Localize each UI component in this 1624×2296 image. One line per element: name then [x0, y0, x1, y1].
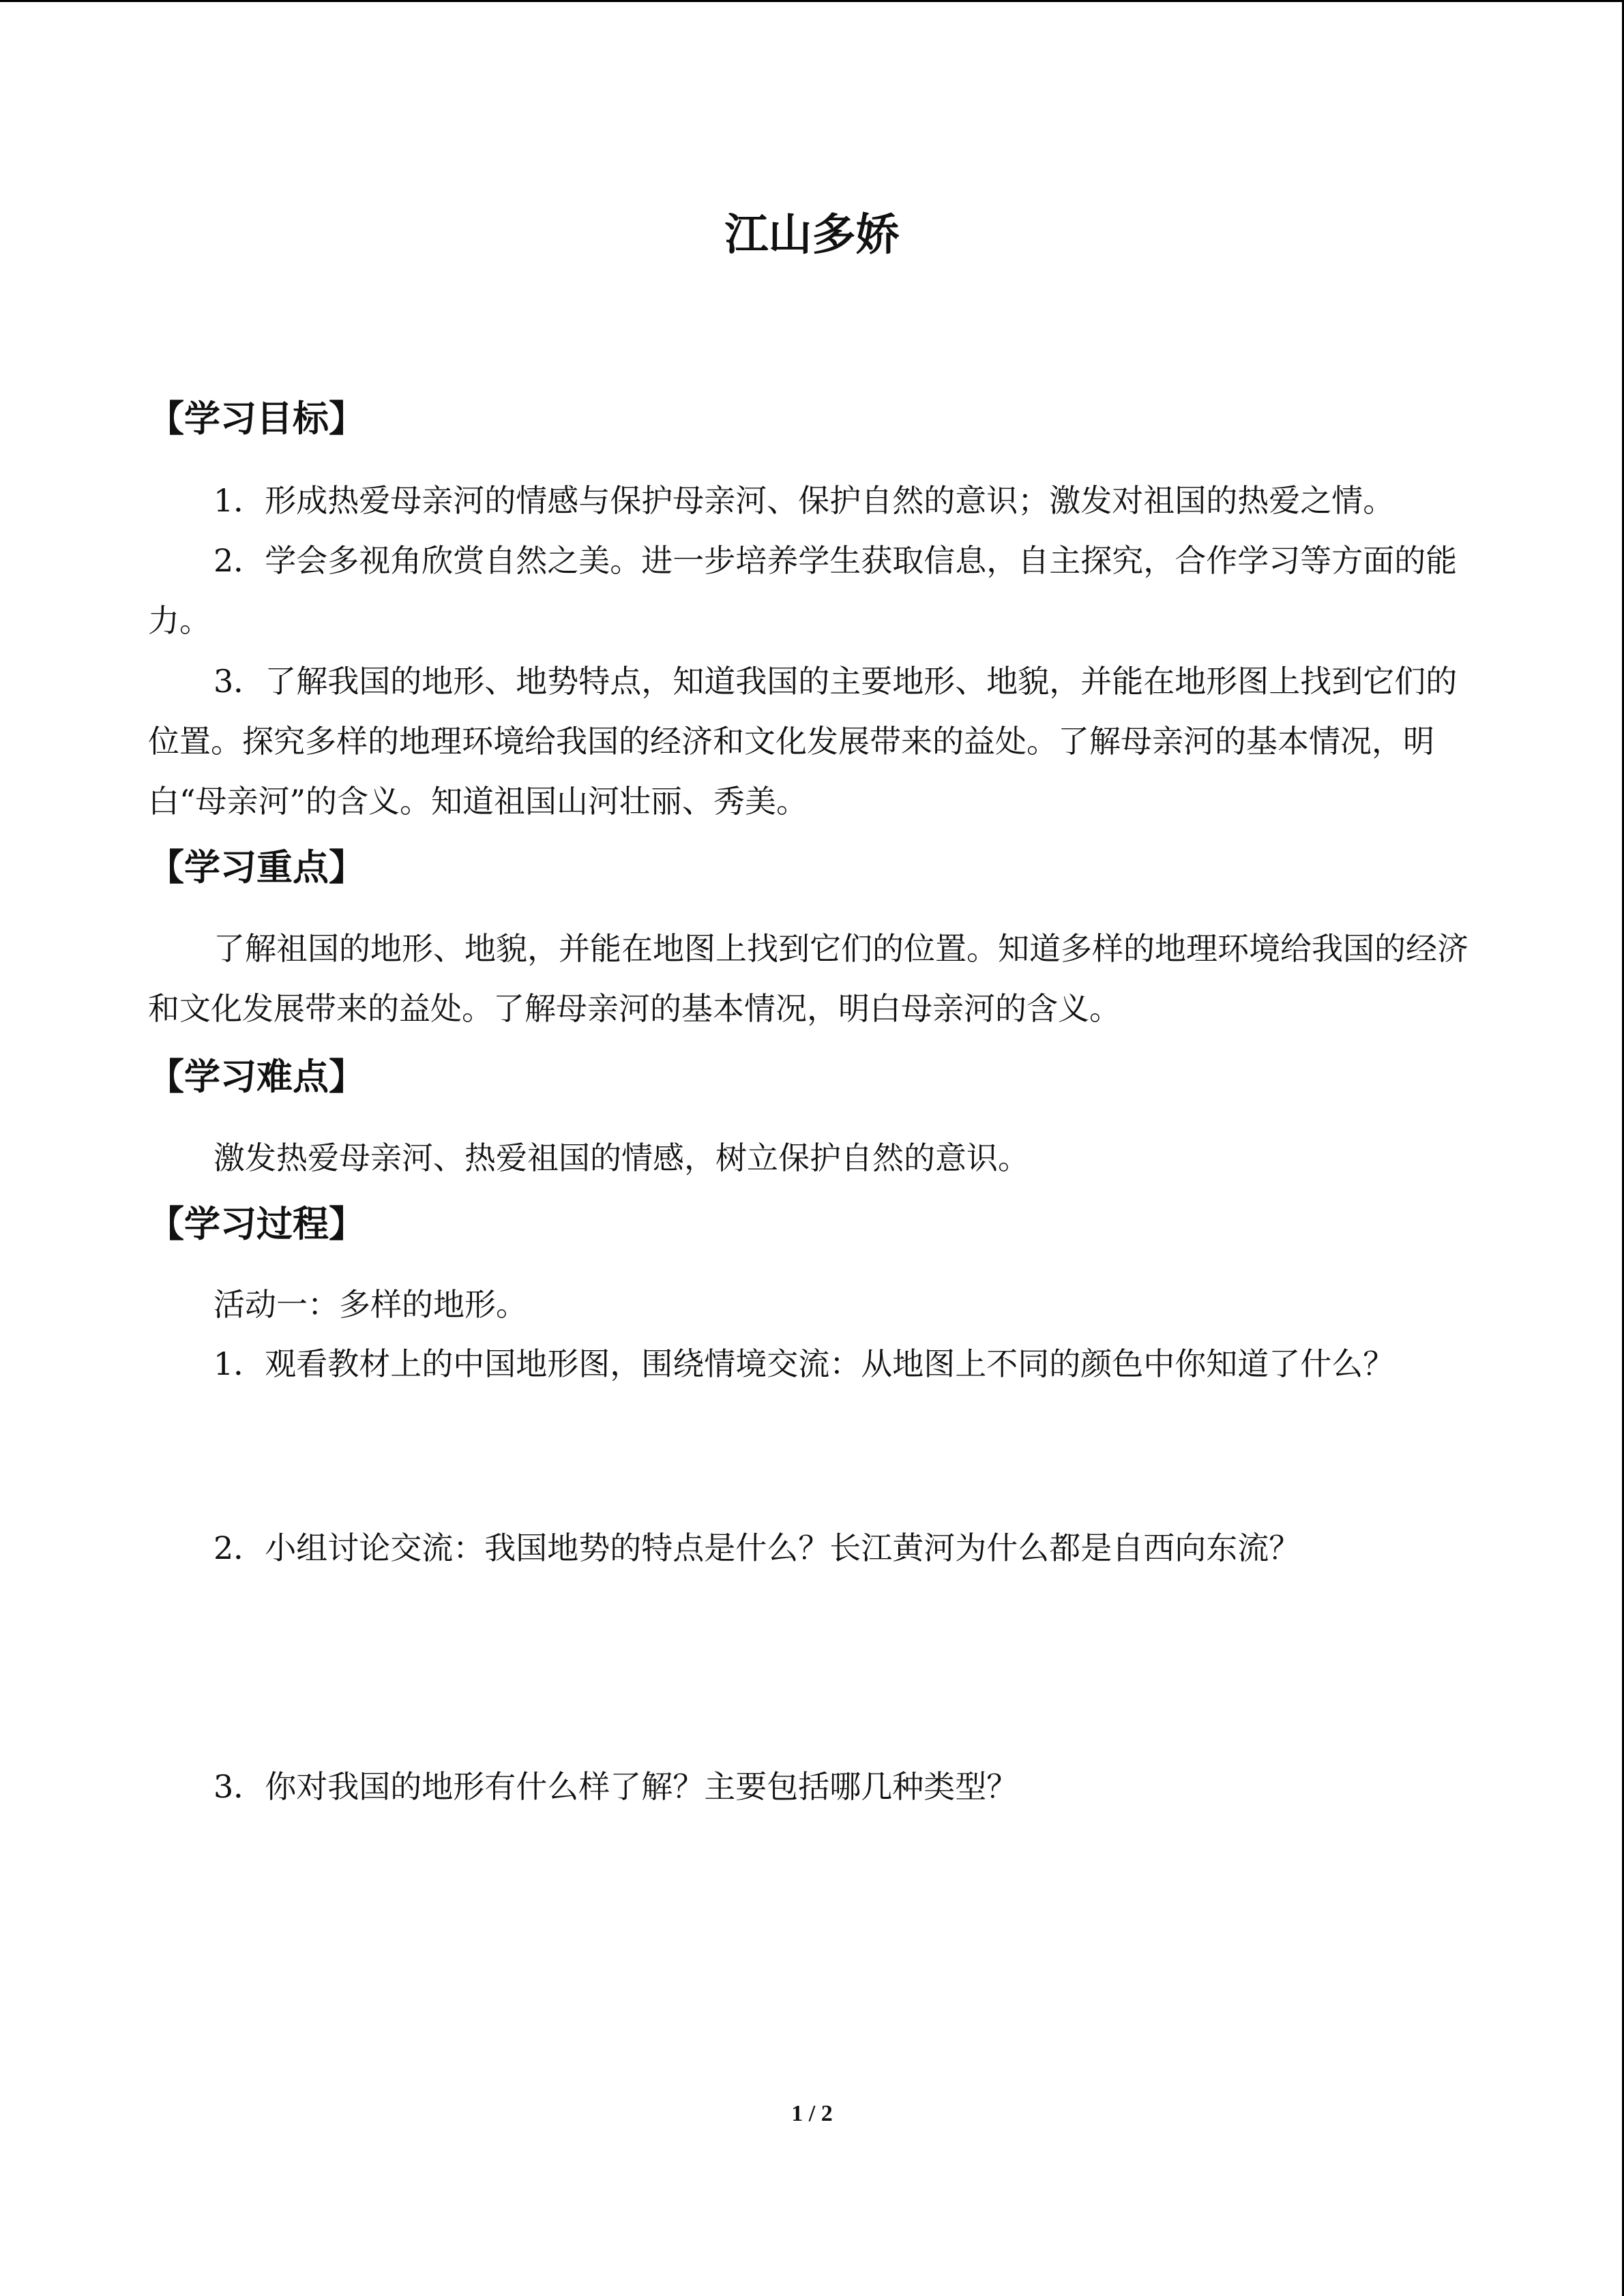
objectives-heading: 【学习目标】: [148, 398, 365, 440]
question-2: 2．小组讨论交流：我国地势的特点是什么？长江黄河为什么都是自西向东流？: [213, 1530, 1301, 1566]
difficulties-text: 激发热爱母亲河、热爱祖国的情感，树立保护自然的意识。: [213, 1139, 1029, 1176]
document-title: 江山多娇: [724, 210, 900, 260]
key-points-text: 了解祖国的地形、地貌，并能在地图上找到它们的位置。知道多样的地理环境给我国的经济和文化发展带来的益处。了解母亲河的基本情况，明白母亲河的含义。: [148, 930, 1468, 1027]
question-3: 3．你对我国的地形有什么样了解？主要包括哪几种类型？: [213, 1768, 1018, 1805]
page-number: 1 / 2: [791, 2101, 833, 2126]
difficulties-heading: 【学习难点】: [148, 1056, 365, 1098]
objective-item-2: 2．学会多视角欣赏自然之美。进一步培养学生获取信息，自主探究，合作学习等方面的能力。: [148, 542, 1458, 639]
objective-item-3: 3．了解我国的地形、地势特点，知道我国的主要地形、地貌，并能在地形图上找到它们的位置。探究多样的地理环境给我国的经济和文化发展带来的益处。了解母亲河的基本情况，明白“母亲河”的含义。知道祖国山河壮丽、秀美。: [148, 663, 1458, 820]
key-points-heading: 【学习重点】: [148, 847, 365, 889]
objective-item-1: 1．形成热爱母亲河的情感与保护母亲河、保护自然的意识；激发对祖国的热爱之情。: [213, 482, 1395, 519]
process-heading: 【学习过程】: [148, 1204, 365, 1245]
activity-label: 活动一：多样的地形。: [213, 1286, 527, 1323]
question-1: 1．观看教材上的中国地形图，围绕情境交流：从地图上不同的颜色中你知道了什么？: [213, 1345, 1395, 1382]
page-border-top: [0, 0, 1624, 2]
